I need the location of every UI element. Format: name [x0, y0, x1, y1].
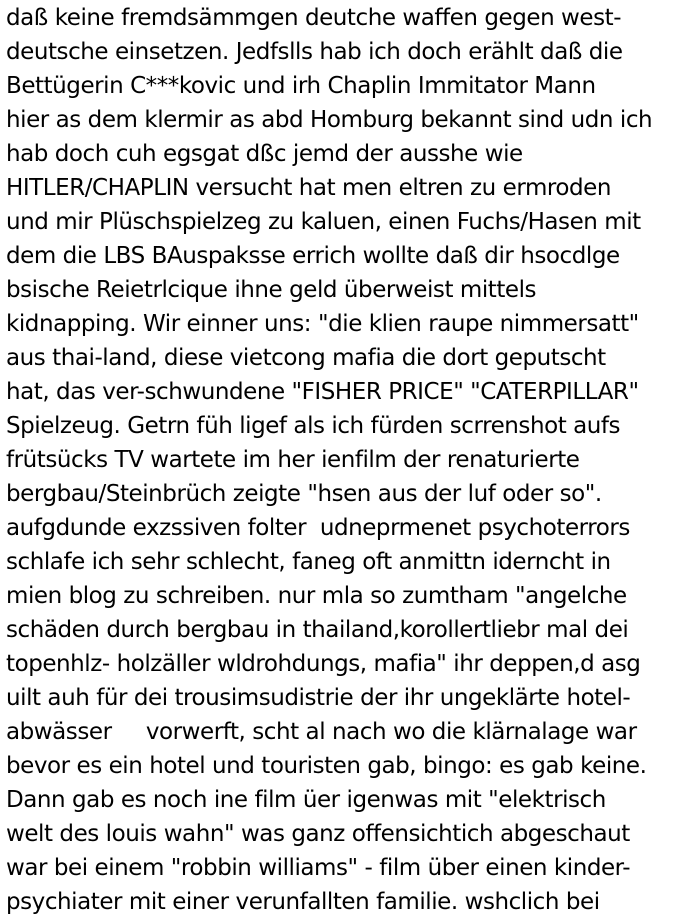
text-line: hab doch cuh egsgat dßc jemd der ausshe wie — [6, 141, 523, 167]
text-line: bevor es ein hotel und touristen gab, bingo: es gab keine. — [6, 753, 647, 779]
text-line: mien blog zu schreiben. nur mla so zumtham "angelche — [6, 583, 627, 609]
text-line: schäden durch bergbau in thailand,korollertliebr mal dei — [6, 617, 629, 643]
text-line: Spielzeug. Getrn füh ligef als ich fürden scrrenshot aufs — [6, 413, 621, 439]
text-line: bergbau/Steinbrüch zeigte "hsen aus der luf oder so". — [6, 481, 602, 507]
text-line: frütsücks TV wartete im her ienfilm der renaturierte — [6, 447, 580, 473]
text-line: war bei einem "robbin williams" - film über einen kinder- — [6, 855, 631, 881]
text-line: abwässer vorwerft, scht al nach wo die klärnalage war — [6, 719, 637, 745]
text-line: deutsche einsetzen. Jedfslls hab ich doch erählt daß die — [6, 39, 623, 65]
text-line: bsische Reietrlcique ihne geld überweist mittels — [6, 277, 537, 303]
text-line: dem die LBS BAuspaksse errich wollte daß dir hsocdlge — [6, 243, 620, 269]
text-line: hat, das ver-schwundene "FISHER PRICE" "CATERPILLAR" — [6, 379, 639, 405]
text-line: uilt auh für dei trousimsudistrie der ihr ungeklärte hotel- — [6, 685, 631, 711]
text-line: daß keine fremdsämmgen deutche waffen gegen west- — [6, 5, 622, 31]
text-line: psychiater mit einer verunfallten familie. wshclich bei — [6, 889, 600, 915]
text-line: hier as dem klermir as abd Homburg bekannt sind udn ich — [6, 107, 653, 133]
text-line: aus thai-land, diese vietcong mafia die dort geputscht — [6, 345, 606, 371]
text-line: welt des louis wahn" was ganz offensichtich abgeschaut — [6, 821, 630, 847]
text-line: und mir Plüschspielzeg zu kaluen, einen Fuchs/Hasen mit — [6, 209, 641, 235]
text-line: kidnapping. Wir einner uns: "die klien raupe nimmersatt" — [6, 311, 639, 337]
text-line: HITLER/CHAPLIN versucht hat men eltren zu ermroden — [6, 175, 612, 201]
text-line: aufgdunde exzssiven folter udneprmenet psychoterrors — [6, 515, 630, 541]
text-line: schlafe ich sehr schlecht, faneg oft anmittn iderncht in — [6, 549, 611, 575]
text-line: Dann gab es noch ine film üer igenwas mit "elektrisch — [6, 787, 606, 813]
text-line: Bettügerin C***kovic und irh Chaplin Immitator Mann — [6, 73, 596, 99]
text-line: topenhlz- holzäller wldrohdungs, mafia" ihr deppen,d asg — [6, 651, 641, 677]
